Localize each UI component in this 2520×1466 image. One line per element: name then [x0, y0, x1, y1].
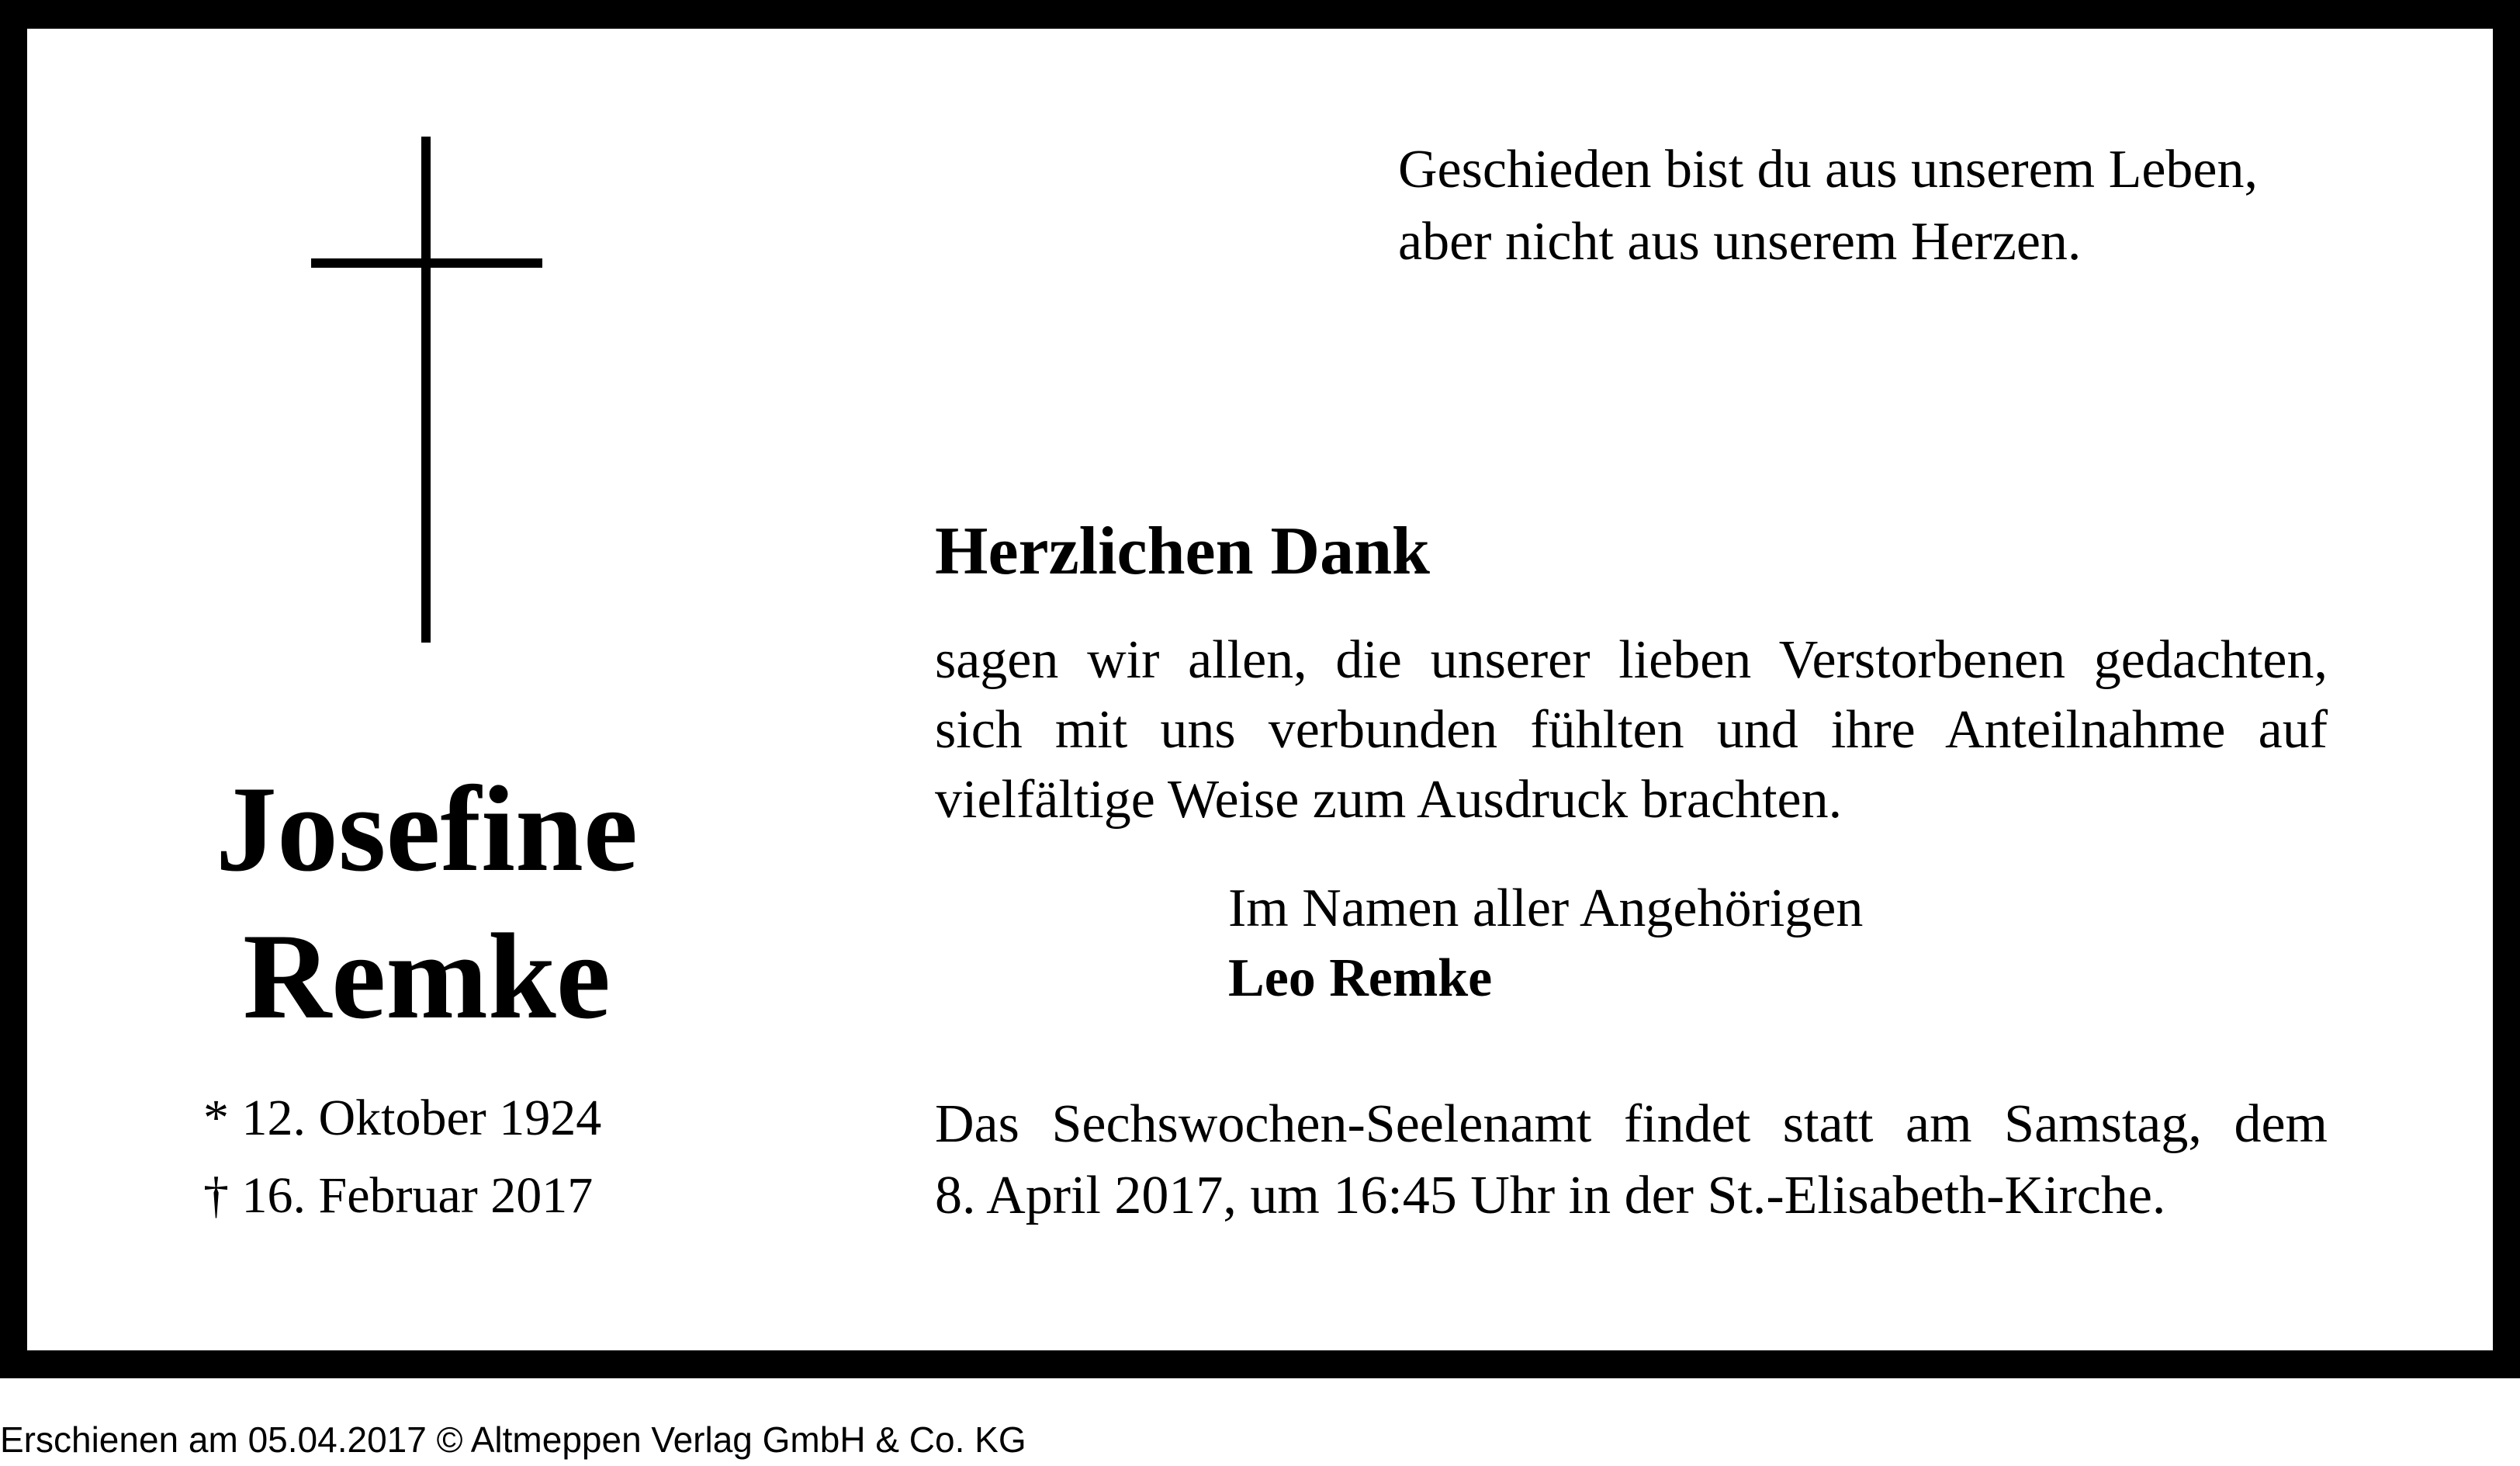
deceased-first-name: Josefine — [215, 761, 639, 897]
deceased-last-name: Remke — [243, 909, 611, 1045]
quote-line-2: aber nicht aus unserem Herzen. — [1398, 212, 2082, 272]
signature-line: Im Namen aller Angehörigen — [1228, 879, 1864, 938]
death-date: † 16. Februar 2017 — [203, 1167, 594, 1224]
cross-icon-horizontal-bar — [311, 258, 542, 268]
thanks-line: sich mit uns verbunden fühlten und ihre Anteilnahme auf — [935, 700, 2328, 760]
publication-footer: Erschienen am 05.04.2017 © Altmeppen Verlag GmbH & Co. KG — [0, 1419, 1026, 1460]
thanks-line: vielfältige Weise zum Ausdruck brachten. — [935, 770, 1843, 830]
thanks-heading: Herzlichen Dank — [935, 514, 1430, 589]
thanks-line: sagen wir allen, die unserer lieben Verstorbenen gedachten, — [935, 630, 2328, 690]
birth-date: * 12. Oktober 1924 — [203, 1090, 602, 1146]
service-line: Das Sechswochen-Seelenamt findet statt am Samstag, dem — [935, 1094, 2328, 1154]
cross-icon-vertical-bar — [421, 137, 431, 643]
signature-name: Leo Remke — [1228, 948, 1493, 1008]
service-line: 8. April 2017, um 16:45 Uhr in der St.-Elisabeth-Kirche. — [935, 1166, 2166, 1225]
quote-line-1: Geschieden bist du aus unserem Leben, — [1398, 140, 2259, 199]
